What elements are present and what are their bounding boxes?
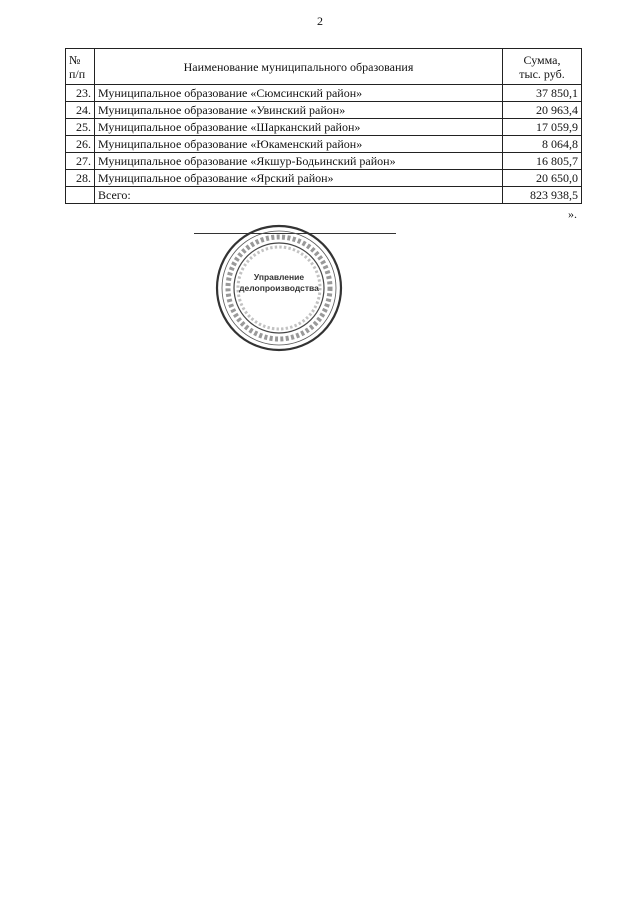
header-row [66, 49, 582, 85]
header-name: Наименование муниципального образования [95, 49, 503, 85]
row-name: Муниципальное образование «Сюмсинский район» [95, 85, 503, 102]
total-sum: 823 938,5 [503, 187, 582, 204]
row-number: 25. [66, 119, 95, 136]
table-row [66, 153, 582, 170]
row-sum: 16 805,7 [503, 153, 582, 170]
table-row [66, 119, 582, 136]
row-number: 24. [66, 102, 95, 119]
row-sum: 20 650,0 [503, 170, 582, 187]
row-name: Муниципальное образование «Ярский район» [95, 170, 503, 187]
table-body [66, 85, 582, 204]
table-row [66, 102, 582, 119]
row-sum: 17 059,9 [503, 119, 582, 136]
table-row [66, 136, 582, 153]
total-row [66, 187, 582, 204]
table-row [66, 170, 582, 187]
stamp-label-line2: делопроизводства [239, 283, 319, 293]
header-sum [503, 49, 582, 85]
row-number: 26. [66, 136, 95, 153]
row-number: 23. [66, 85, 95, 102]
total-number-cell [66, 187, 95, 204]
row-number: 27. [66, 153, 95, 170]
stamp-label-line1: Управление [253, 272, 305, 282]
header-number-line2: п/п [69, 66, 86, 81]
row-sum: 8 064,8 [503, 136, 582, 153]
budget-table [65, 48, 582, 204]
header-sum-line1: Сумма, [523, 52, 561, 67]
row-name: Муниципальное образование «Шарканский район» [95, 119, 503, 136]
row-sum: 20 963,4 [503, 102, 582, 119]
header-sum-line2: тыс. руб. [519, 66, 565, 81]
table-header [66, 49, 582, 85]
total-label: Всего: [95, 187, 503, 204]
row-name: Муниципальное образование «Якшур-Бодьинский район» [95, 153, 503, 170]
header-number-line1: № [69, 52, 81, 67]
header-number [66, 49, 95, 85]
row-name: Муниципальное образование «Юкаменский район» [95, 136, 503, 153]
table-row [66, 85, 582, 102]
closing-quote-mark: ». [568, 207, 577, 221]
row-number: 28. [66, 170, 95, 187]
official-stamp [209, 218, 349, 358]
row-name: Муниципальное образование «Увинский район» [95, 102, 503, 119]
row-sum: 37 850,1 [503, 85, 582, 102]
page-number: 2 [317, 14, 323, 28]
